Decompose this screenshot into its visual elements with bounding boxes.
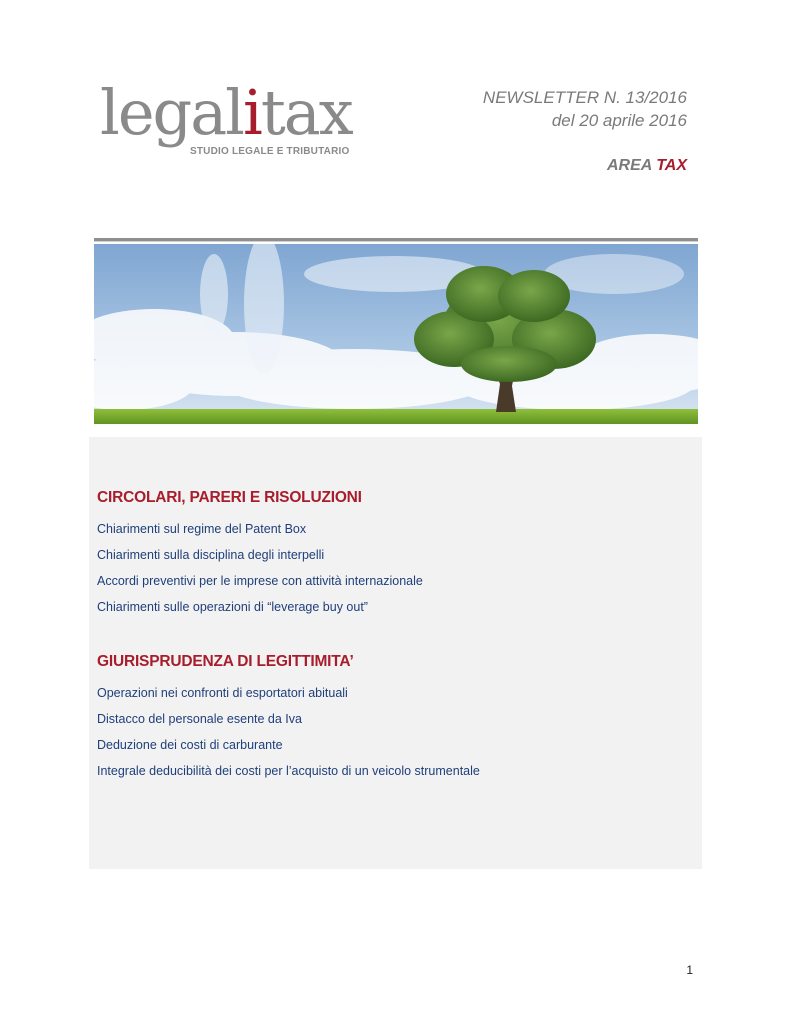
section-title-circolari: CIRCOLARI, PARERI E RISOLUZIONI (97, 489, 362, 506)
banner-image (94, 244, 698, 424)
section-title-giurisprudenza: GIURISPRUDENZA DI LEGITTIMITA’ (97, 653, 354, 670)
logo-wordmark: legalitax (100, 76, 352, 149)
list-item[interactable]: Chiarimenti sul regime del Patent Box (97, 522, 307, 536)
newsletter-date: del 20 aprile 2016 (551, 111, 687, 130)
list-item[interactable]: Distacco del personale esente da Iva (97, 712, 302, 726)
list-item[interactable]: Deduzione dei costi di carburante (97, 738, 283, 752)
content-panel (89, 437, 702, 869)
list-item[interactable]: Operazioni nei confronti di esportatori abituali (97, 686, 348, 700)
newsletter-number: NEWSLETTER N. 13/2016 (482, 88, 687, 107)
logo (100, 76, 352, 162)
list-item[interactable]: Chiarimenti sulla disciplina degli interpelli (97, 548, 325, 562)
giurisprudenza-list (97, 684, 480, 788)
logo-subtitle: STUDIO LEGALE E TRIBUTARIO (190, 146, 350, 157)
list-item[interactable]: Integrale deducibilità dei costi per l’acquisto di un veicolo strumentale (97, 764, 480, 778)
page-number: 1 (686, 963, 693, 977)
list-item[interactable]: Accordi preventivi per le imprese con attività internazionale (97, 574, 423, 588)
list-item[interactable]: Chiarimenti sulle operazioni di “leverage buy out” (97, 600, 368, 614)
newsletter-header (483, 86, 687, 177)
header-divider (94, 238, 698, 242)
area-name: TAX (656, 157, 687, 174)
area-label: AREA TAX (606, 157, 687, 174)
circolari-list (97, 520, 423, 624)
